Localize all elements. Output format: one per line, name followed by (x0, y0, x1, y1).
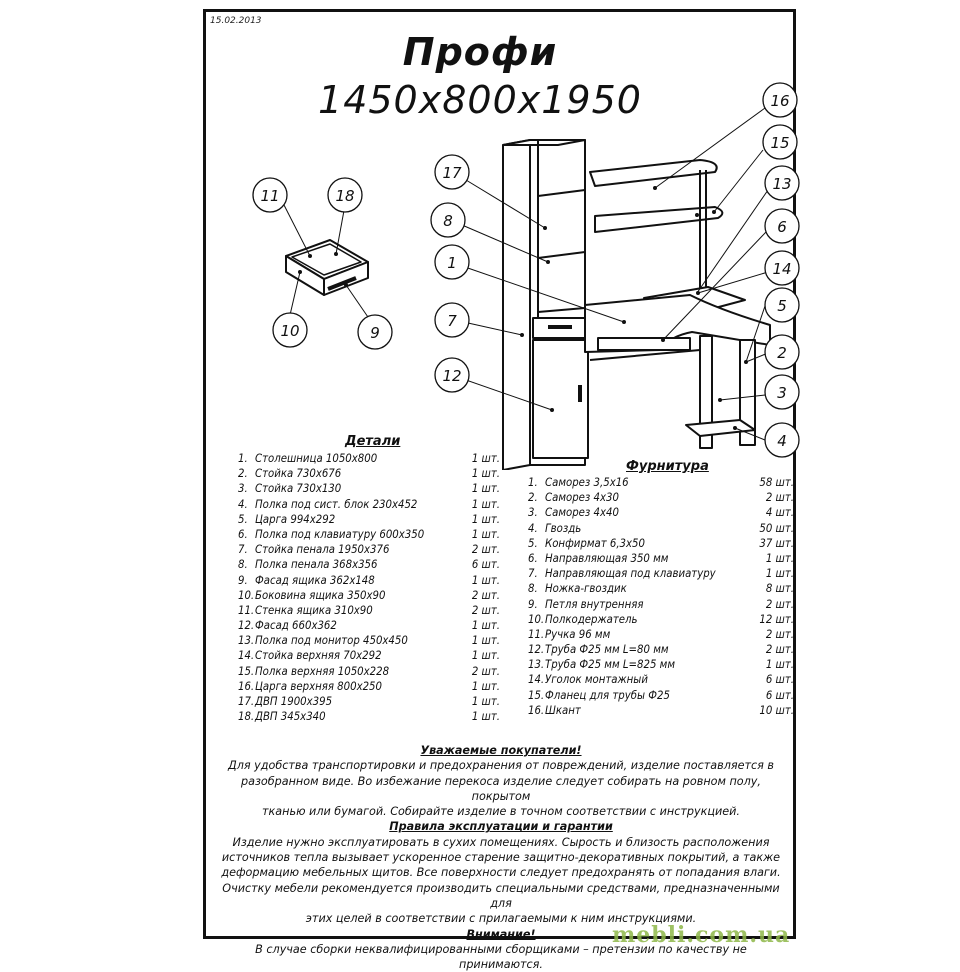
hardware-list (528, 476, 794, 719)
callout-18 (328, 178, 362, 212)
parts-row-quantity: 1 шт. (471, 619, 500, 633)
notes-warning-title: Внимание! (466, 927, 536, 941)
parts-row-name: Стойка пенала 1950х376 (255, 543, 390, 557)
callout-12 (435, 358, 469, 392)
watermark: mebli.com.ua (612, 922, 791, 948)
parts-row-number: 2. (238, 467, 248, 481)
hardware-row-name: Фланец для трубы Ф25 (545, 688, 670, 702)
parts-row-number: 14. (238, 649, 255, 663)
parts-row-name: Полка под монитор 450х450 (255, 634, 408, 648)
hardware-row-quantity: 2 шт. (765, 627, 794, 641)
parts-row-number: 18. (238, 710, 255, 724)
parts-row-quantity: 1 шт. (471, 634, 500, 648)
parts-row-number: 6. (238, 527, 248, 541)
date-stamp: 15.02.2013 (210, 16, 262, 26)
product-dimensions: 1450x800x1950 (318, 78, 642, 122)
drawer-illustration (286, 240, 368, 295)
hardware-row (528, 689, 794, 704)
hardware-row-name: Полкодержатель (545, 612, 638, 626)
hardware-row (528, 506, 794, 521)
callout-11 (253, 178, 287, 212)
hardware-row (528, 522, 794, 537)
hardware-row-name: Уголок монтажный (545, 673, 648, 687)
callout-17 (435, 155, 469, 189)
hardware-row-quantity: 37 шт. (759, 536, 794, 550)
hardware-row-quantity: 6 шт. (765, 673, 794, 687)
hardware-row-name: Шкант (545, 703, 581, 717)
parts-row-name: Стойка 730х130 (255, 482, 342, 496)
callout-5 (765, 288, 799, 322)
parts-row-name: Полка под клавиатуру 600х350 (255, 527, 425, 541)
parts-row-name: Стенка ящика 310х90 (255, 603, 373, 617)
notes-line: Изделие нужно эксплуатировать в сухих помещениях. Сырость и близость расположения (232, 835, 770, 849)
callout-number: 4 (777, 432, 787, 450)
hardware-row-number: 7. (528, 567, 538, 581)
hardware-row (528, 567, 794, 582)
hardware-row-quantity: 2 шт. (765, 491, 794, 505)
hardware-row-name: Труба Ф25 мм L=825 мм (545, 658, 675, 672)
parts-row (238, 680, 500, 695)
callout-14 (765, 251, 799, 285)
notes-rules-text (218, 835, 784, 927)
hardware-row (528, 658, 794, 673)
parts-row-number: 16. (238, 679, 255, 693)
parts-row (238, 467, 500, 482)
notes-line: разобранном виде. Во избежание перекоса изделие следует собирать на ровном полу, покрытом (241, 774, 761, 803)
hardware-row-quantity: 1 шт. (765, 551, 794, 565)
parts-row-quantity: 1 шт. (471, 512, 500, 526)
callout-number: 2 (777, 344, 787, 362)
parts-row-number: 15. (238, 664, 255, 678)
parts-list (238, 452, 500, 725)
callout-number: 8 (443, 212, 453, 230)
callout-10 (273, 313, 307, 347)
parts-row-name: Столешница 1050х800 (255, 452, 378, 465)
callout-number: 16 (770, 92, 790, 110)
hardware-row (528, 491, 794, 506)
hardware-row-name: Ручка 96 мм (545, 627, 611, 641)
parts-row-name: Царга 994х292 (255, 512, 336, 526)
parts-row (238, 528, 500, 543)
parts-row-quantity: 1 шт. (471, 679, 500, 693)
hardware-row-name: Петля внутренняя (545, 597, 644, 611)
parts-row-quantity: 6 шт. (471, 558, 500, 572)
hardware-row-name: Труба Ф25 мм L=80 мм (545, 643, 669, 657)
hardware-row-name: Направляющая 350 мм (545, 551, 669, 565)
parts-row-quantity: 1 шт. (471, 527, 500, 541)
hardware-row-number: 10. (528, 612, 545, 626)
hardware-row (528, 552, 794, 567)
parts-row (238, 649, 500, 664)
callout-number: 14 (772, 260, 792, 278)
hardware-row-quantity: 2 шт. (765, 597, 794, 611)
parts-row (238, 498, 500, 513)
hardware-row-quantity: 6 шт. (765, 688, 794, 702)
callout-9 (358, 315, 392, 349)
hardware-row-number: 16. (528, 703, 545, 717)
parts-row-quantity: 1 шт. (471, 649, 500, 663)
callout-13 (765, 166, 799, 200)
hardware-row-name: Саморез 4х40 (545, 506, 619, 520)
callout-6 (765, 209, 799, 243)
hardware-row-quantity: 10 шт. (759, 703, 794, 717)
hardware-row-name: Гвоздь (545, 521, 582, 535)
parts-row (238, 482, 500, 497)
parts-row-name: Фасад ящика 362х148 (255, 573, 375, 587)
hardware-row (528, 628, 794, 643)
hardware-row-number: 4. (528, 521, 538, 535)
parts-row-name: Стойка 730х676 (255, 467, 342, 481)
parts-row (238, 604, 500, 619)
hardware-row (528, 704, 794, 719)
callout-number: 12 (442, 367, 462, 385)
notes-line: Очистку мебели рекомендуется производить специальными средствами, предназначенными для (222, 881, 780, 910)
hardware-row-quantity: 1 шт. (765, 658, 794, 672)
callout-1 (435, 245, 469, 279)
parts-row-name: Царга верхняя 800х250 (255, 679, 382, 693)
notes-rules-title: Правила эксплуатации и гарантии (389, 820, 613, 834)
hardware-row-name: Ножка-гвоздик (545, 582, 627, 596)
parts-row-number: 8. (238, 558, 248, 572)
callout-7 (435, 303, 469, 337)
parts-row (238, 665, 500, 680)
hardware-row (528, 673, 794, 688)
callout-number: 5 (777, 297, 787, 315)
parts-row-quantity: 1 шт. (471, 710, 500, 724)
callout-number: 1 (447, 254, 457, 272)
notes-dear-text (218, 758, 784, 819)
hardware-row-quantity: 2 шт. (765, 643, 794, 657)
parts-row-number: 1. (238, 452, 248, 465)
hardware-row (528, 643, 794, 658)
parts-row (238, 710, 500, 725)
parts-row-quantity: 1 шт. (471, 497, 500, 511)
parts-row (238, 589, 500, 604)
parts-row-name: Полка пенала 368х356 (255, 558, 378, 572)
hardware-row-number: 1. (528, 476, 538, 489)
hardware-row-number: 8. (528, 582, 538, 596)
notes-line: этих целей в соответствии с прилагаемыми к ним инструкциями. (305, 912, 697, 926)
parts-row (238, 558, 500, 573)
parts-row-quantity: 1 шт. (471, 695, 500, 708)
hardware-row (528, 582, 794, 597)
callout-16 (763, 83, 797, 117)
parts-row (238, 619, 500, 634)
hardware-row-name: Саморез 4х30 (545, 491, 619, 505)
parts-row-quantity: 2 шт. (471, 664, 500, 678)
parts-row-number: 3. (238, 482, 248, 496)
callout-number: 18 (335, 187, 355, 205)
hardware-row-number: 13. (528, 658, 545, 672)
parts-row-number: 9. (238, 573, 248, 587)
hardware-row-number: 6. (528, 551, 538, 565)
hardware-row-quantity: 1 шт. (765, 567, 794, 581)
parts-row-quantity: 1 шт. (471, 573, 500, 587)
parts-row-name: Полка верхняя 1050х228 (255, 664, 390, 678)
notes-line: источников тепла вызывает ускоренное старение защитно-декоративных покрытий, а также (221, 851, 781, 865)
hardware-row-number: 14. (528, 673, 545, 687)
parts-row-number: 10. (238, 588, 255, 602)
callout-3 (765, 375, 799, 409)
hardware-row-quantity: 8 шт. (765, 582, 794, 596)
hardware-row-number: 5. (528, 536, 538, 550)
callout-4 (765, 423, 799, 457)
parts-row (238, 543, 500, 558)
parts-row-quantity: 2 шт. (471, 543, 500, 557)
notes-line: Для удобства транспортировки и предохранения от повреждений, изделие поставляется в (227, 759, 775, 773)
parts-row-name: ДВП 345х340 (255, 710, 326, 724)
callout-8 (431, 203, 465, 237)
hardware-row-number: 3. (528, 506, 538, 520)
notes-line: В случае сборки неквалифицированными сборщиками – претензии по качеству не принимаются. (255, 942, 747, 972)
parts-row-quantity: 1 шт. (471, 482, 500, 496)
hardware-row-number: 15. (528, 688, 545, 702)
hardware-list-title: Фурнитура (626, 459, 709, 474)
callout-number: 9 (370, 324, 380, 342)
callout-number: 17 (442, 164, 462, 182)
parts-row-number: 17. (238, 695, 255, 708)
callout-number: 7 (447, 312, 457, 330)
hardware-row-number: 11. (528, 627, 545, 641)
parts-row-name: Фасад 660х362 (255, 619, 337, 633)
callout-number: 6 (777, 218, 787, 236)
parts-row-number: 12. (238, 619, 255, 633)
hardware-row-quantity: 4 шт. (765, 506, 794, 520)
hardware-row (528, 598, 794, 613)
callout-15 (763, 125, 797, 159)
hardware-row-quantity: 12 шт. (759, 612, 794, 626)
parts-row-quantity: 2 шт. (471, 603, 500, 617)
callout-number: 13 (772, 175, 792, 193)
parts-row (238, 695, 500, 710)
parts-row-number: 11. (238, 603, 255, 617)
parts-row-quantity: 1 шт. (471, 452, 500, 465)
parts-row-quantity: 1 шт. (471, 467, 500, 481)
parts-row (238, 634, 500, 649)
callout-number: 15 (770, 134, 790, 152)
hardware-row-number: 9. (528, 597, 538, 611)
parts-row-name: Боковина ящика 350х90 (255, 588, 386, 602)
hardware-row (528, 476, 794, 491)
notes-line: деформацию мебельных щитов. Все поверхности следует предохранять от попадания влаги. (221, 866, 781, 880)
hardware-row-number: 12. (528, 643, 545, 657)
hardware-row-quantity: 58 шт. (759, 476, 794, 489)
hardware-row-number: 2. (528, 491, 538, 505)
hardware-row-name: Конфирмат 6,3х50 (545, 536, 645, 550)
parts-row-name: ДВП 1900х395 (255, 695, 333, 708)
parts-row-quantity: 2 шт. (471, 588, 500, 602)
desk-illustration (585, 160, 770, 448)
parts-list-title: Детали (345, 434, 401, 449)
callout-number: 10 (280, 322, 300, 340)
parts-row-number: 13. (238, 634, 255, 648)
callout-number: 11 (260, 187, 280, 205)
parts-row-number: 5. (238, 512, 248, 526)
parts-row (238, 574, 500, 589)
assembly-drawing (200, 80, 800, 470)
hardware-row-name: Саморез 3,5х16 (545, 476, 629, 489)
hardware-row (528, 537, 794, 552)
hardware-row-name: Направляющая под клавиатуру (545, 567, 716, 581)
parts-row-name: Стойка верхняя 70х292 (255, 649, 382, 663)
callout-number: 3 (777, 384, 787, 402)
notes-line: тканью или бумагой. Собирайте изделие в точном соответствии с инструкцией. (262, 805, 740, 819)
callout-2 (765, 335, 799, 369)
notes-dear-title: Уважаемые покупатели! (420, 744, 582, 757)
hardware-row (528, 613, 794, 628)
parts-row-number: 7. (238, 543, 248, 557)
parts-row-name: Полка под сист. блок 230х452 (255, 497, 418, 511)
parts-row (238, 452, 500, 467)
hardware-row-quantity: 50 шт. (759, 521, 794, 535)
parts-row (238, 513, 500, 528)
parts-row-number: 4. (238, 497, 248, 511)
product-title: Профи (402, 30, 558, 74)
